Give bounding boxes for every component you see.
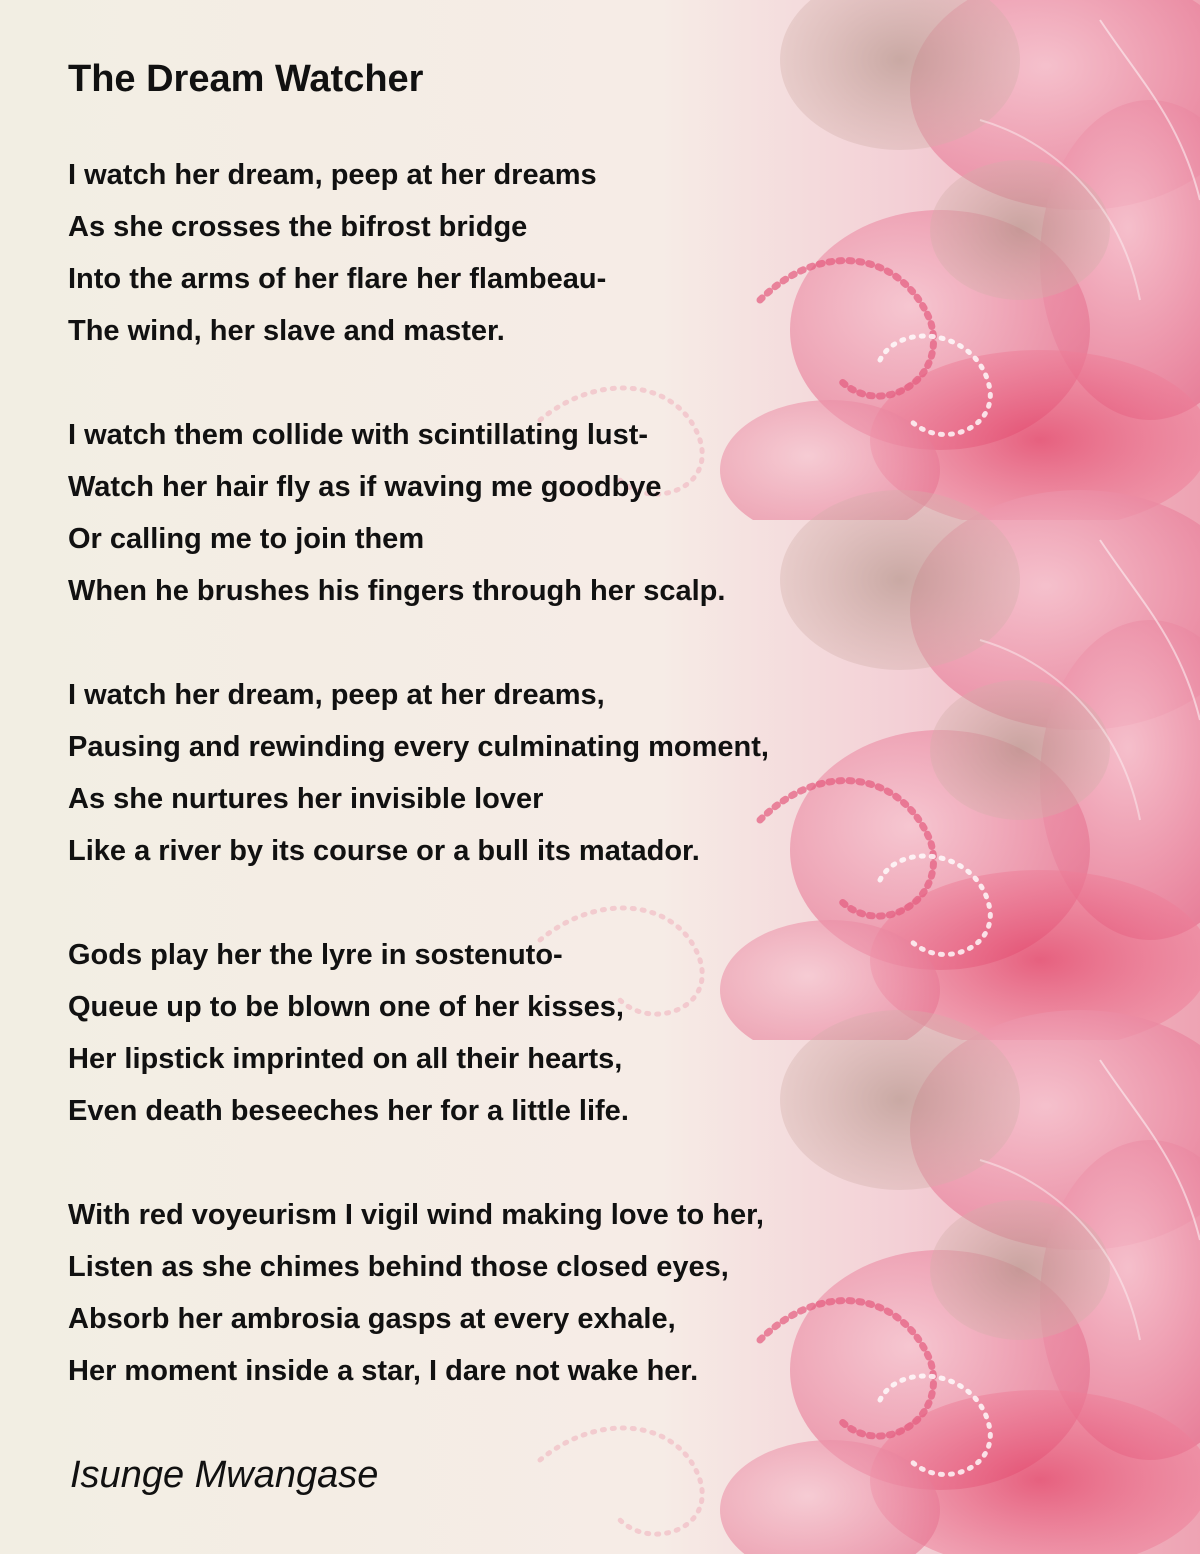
poem-line: Into the arms of her flare her flambeau-	[68, 263, 607, 295]
poem-line: Or calling me to join them	[68, 523, 425, 555]
poem-line: I watch her dream, peep at her dreams	[68, 159, 597, 191]
poem-author: Isunge Mwangase	[70, 1454, 379, 1496]
poem-line: When he brushes his fingers through her scalp.	[68, 575, 726, 607]
stanza	[68, 409, 725, 617]
poem-line: Absorb her ambrosia gasps at every exhale,	[68, 1303, 676, 1335]
poem-line: Like a river by its course or a bull its matador.	[68, 835, 700, 867]
poem-line: Even death beseeches her for a little life.	[68, 1095, 629, 1127]
stanza	[68, 669, 769, 877]
poem-line: Watch her hair fly as if waving me goodbye	[68, 471, 662, 503]
stanza	[68, 929, 629, 1137]
poem-line: I watch her dream, peep at her dreams,	[68, 679, 605, 711]
poem-line: Pausing and rewinding every culminating moment,	[68, 731, 769, 763]
poem-title: The Dream Watcher	[68, 58, 424, 100]
poem-line: Listen as she chimes behind those closed eyes,	[68, 1251, 729, 1283]
poem-line: With red voyeurism I vigil wind making love to her,	[68, 1199, 764, 1231]
poem-line: Gods play her the lyre in sostenuto-	[68, 939, 563, 971]
poem-line: I watch them collide with scintillating lust-	[68, 419, 649, 451]
poem-line: The wind, her slave and master.	[68, 315, 505, 347]
poem-line: Queue up to be blown one of her kisses,	[68, 991, 624, 1023]
poem-line: Her lipstick imprinted on all their hearts,	[68, 1043, 623, 1075]
poem-line: As she crosses the bifrost bridge	[68, 211, 528, 243]
stanza	[68, 1189, 764, 1397]
poem-line: Her moment inside a star, I dare not wake her.	[68, 1355, 699, 1387]
poem-line: As she nurtures her invisible lover	[68, 783, 544, 815]
stanza	[68, 149, 606, 357]
